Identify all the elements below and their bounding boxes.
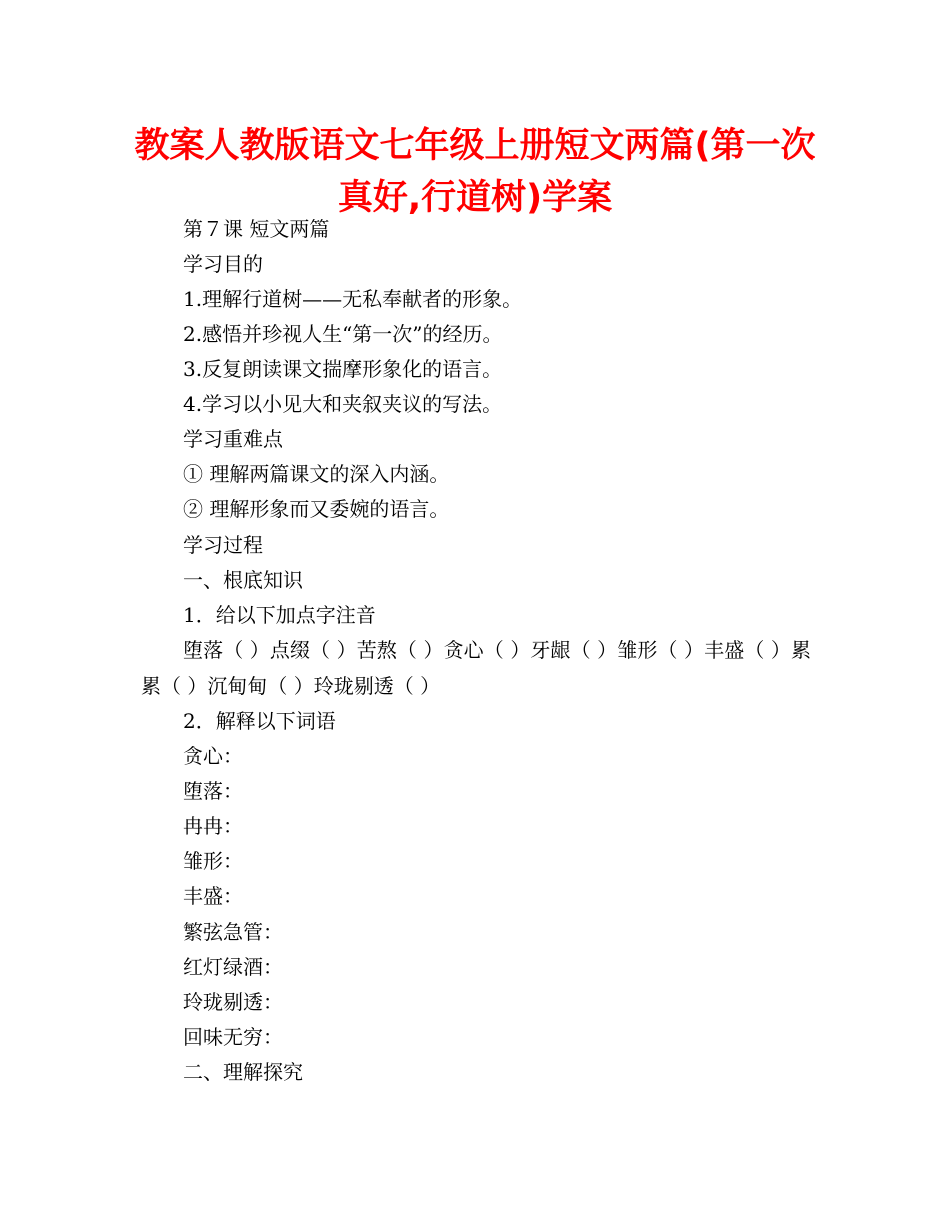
goal-item: 4.学习以小见大和夹叙夹议的写法。 (183, 392, 503, 416)
process-heading: 学习过程 (183, 533, 263, 557)
difficulty-item: ① 理解两篇课文的深入内涵。 (183, 462, 450, 486)
question-1-heading: 1．给以下加点字注音 (183, 603, 376, 627)
goal-item: 2.感悟并珍视人生“第一次”的经历。 (183, 322, 503, 346)
goal-item: 1.理解行道树——无私奉献者的形象。 (183, 287, 523, 311)
section-heading-explore: 二、理解探究 (183, 1060, 303, 1084)
term-item: 红灯绿酒： (183, 955, 283, 979)
term-item: 玲珑剔透： (183, 990, 283, 1014)
term-item: 雏形： (183, 849, 243, 873)
term-item: 贪心： (183, 744, 243, 768)
term-item: 繁弦急管： (183, 920, 283, 944)
difficulty-item: ② 理解形象而又委婉的语言。 (183, 497, 450, 521)
goal-item: 3.反复朗读课文揣摩形象化的语言。 (183, 357, 503, 381)
question-2-heading: 2．解释以下词语 (183, 709, 336, 733)
term-item: 冉冉： (183, 814, 243, 838)
section-heading-basics: 一、根底知识 (183, 568, 303, 592)
document-title: 教案人教版语文七年级上册短文两篇(第一次真好,行道树)学案 (134, 126, 816, 218)
goals-heading: 学习目的 (183, 252, 263, 276)
question-1-text: 堕落（ ）点缀（ ）苦熬（ ）贪心（ ）牙龈（ ）雏形（ ）丰盛（ ）累累（ ）沉甸甸（ ）玲珑剔透（ ） (141, 638, 811, 698)
term-item: 堕落： (183, 779, 243, 803)
term-item: 回味无穷： (183, 1025, 283, 1049)
term-item: 丰盛： (183, 884, 243, 908)
lesson-title: 第７课 短文两篇 (183, 217, 330, 241)
difficulty-heading: 学习重难点 (183, 427, 283, 451)
